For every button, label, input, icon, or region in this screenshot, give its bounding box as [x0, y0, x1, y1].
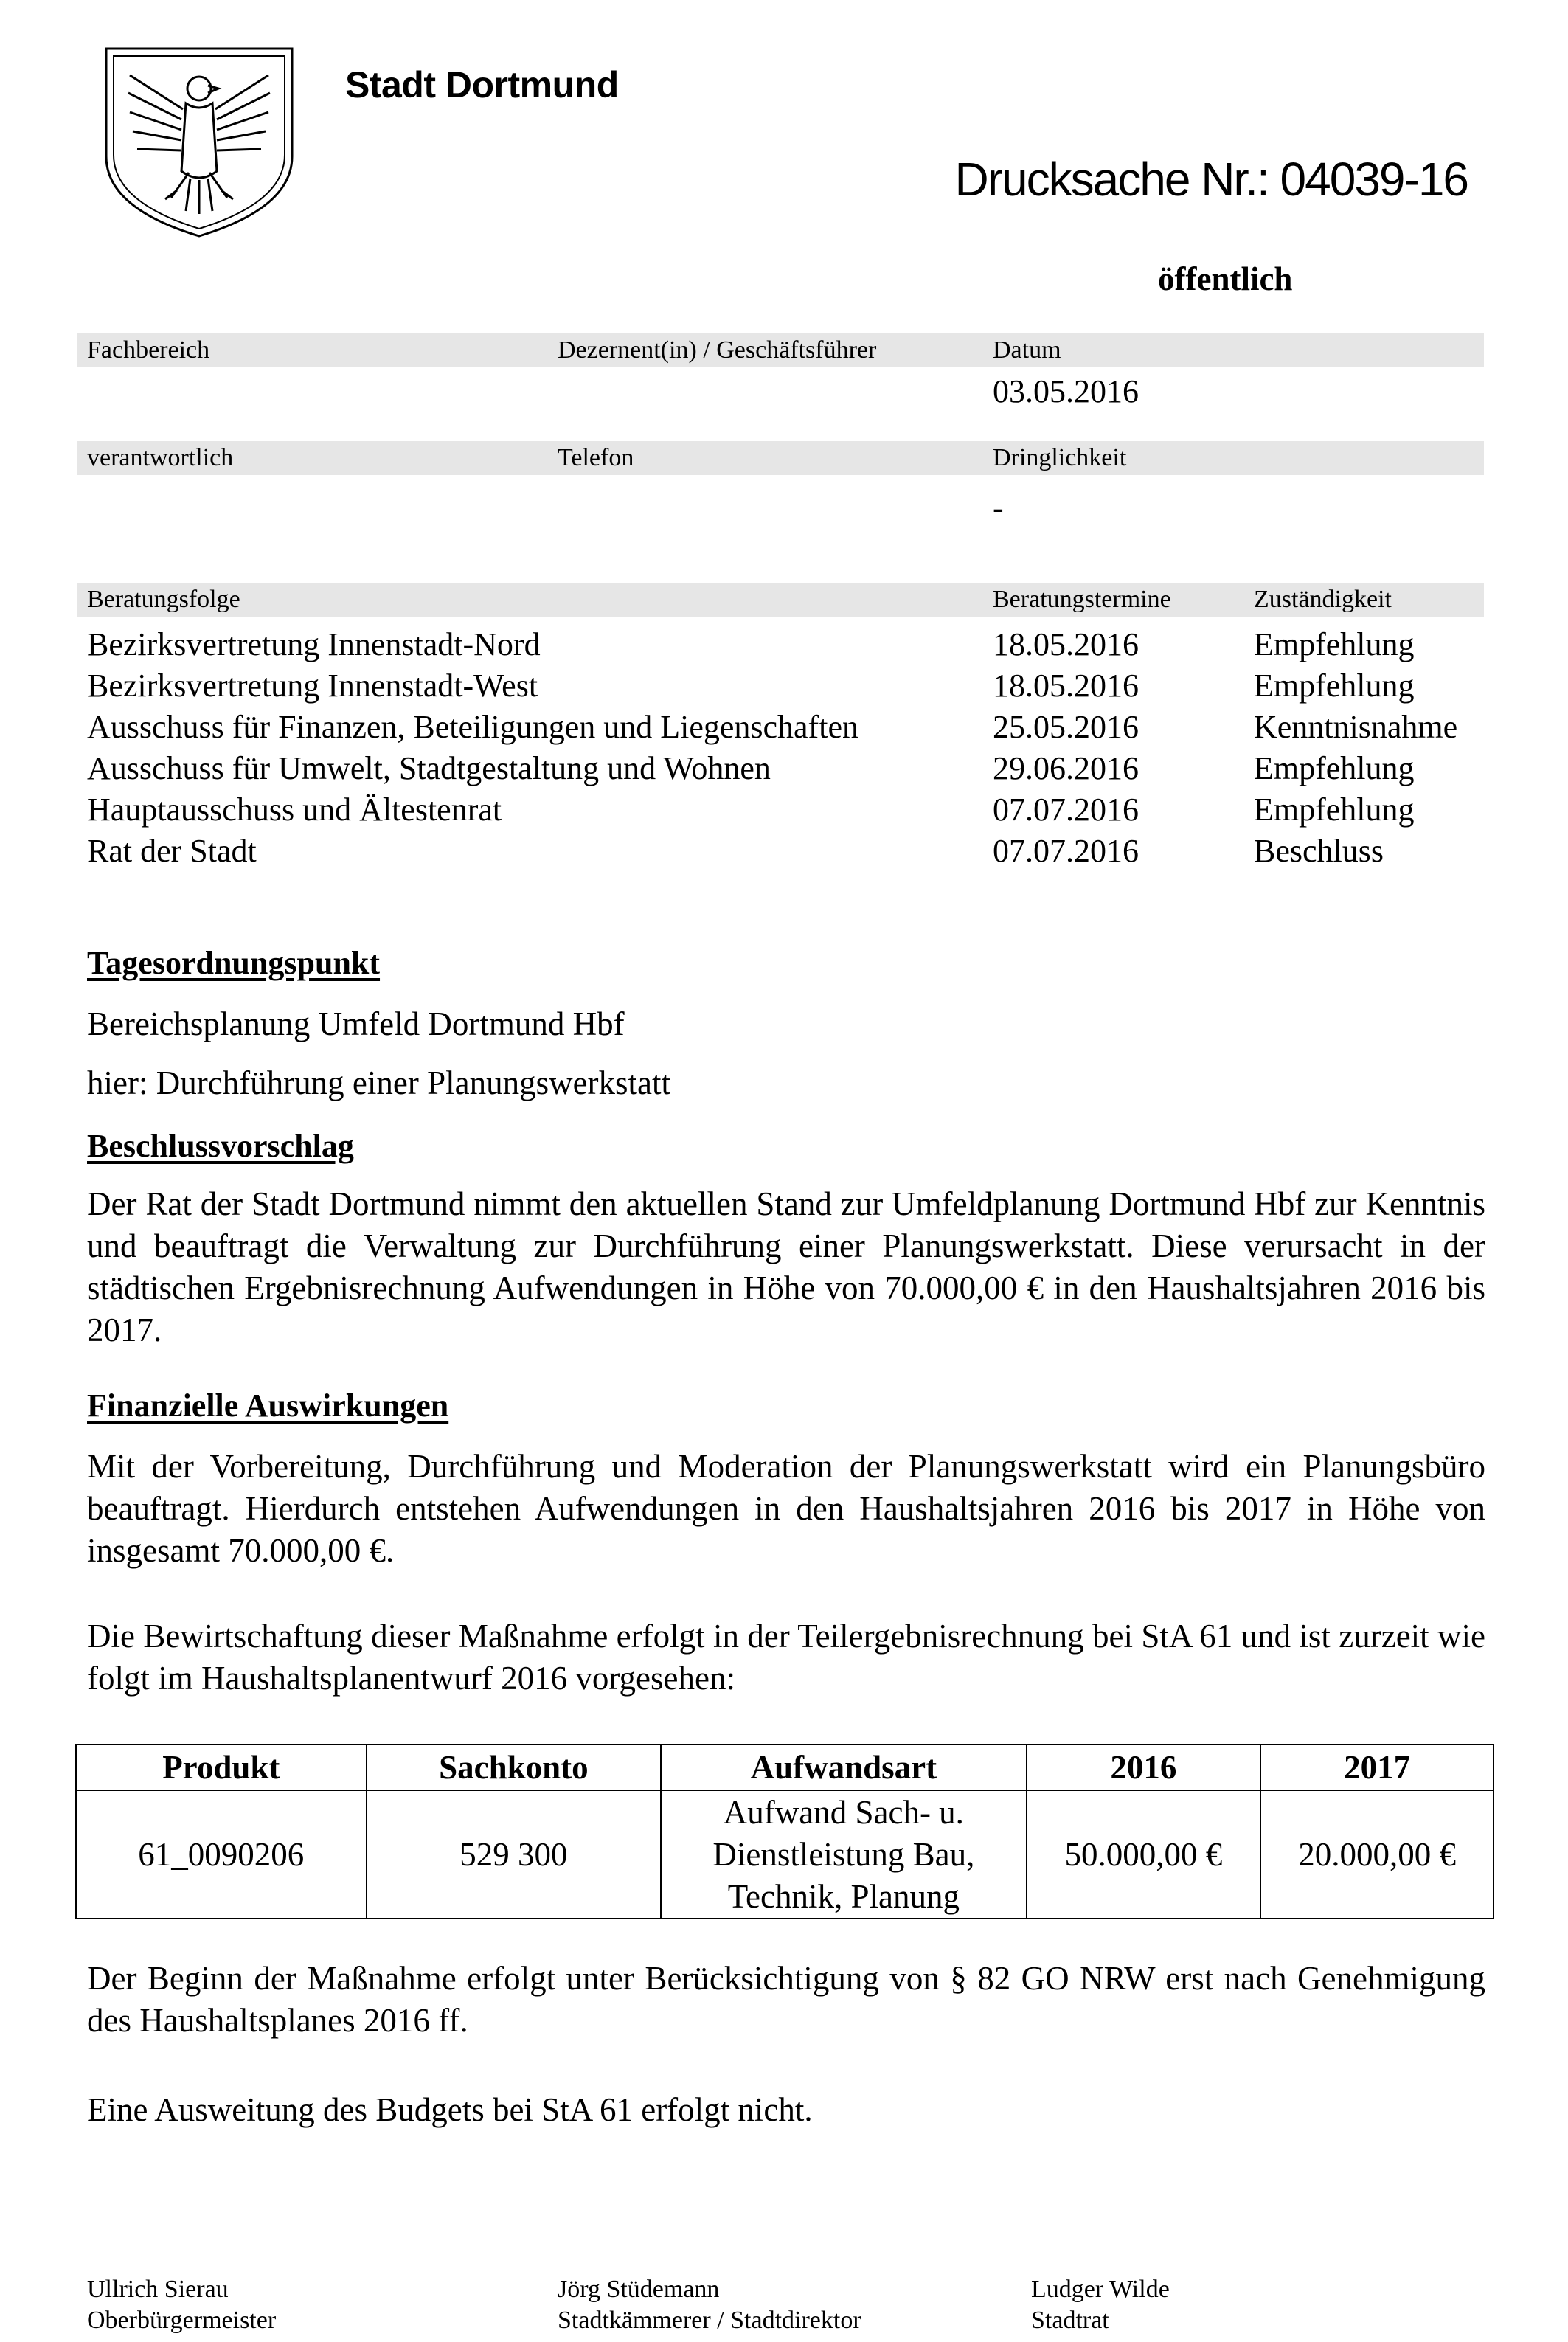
telefon-label: Telefon: [558, 444, 634, 471]
document-number: Drucksache Nr.: 04039-16: [954, 153, 1468, 206]
city-coat-of-arms-logo: [103, 46, 295, 239]
beratung-row: [0, 665, 1568, 707]
verantwortlich-label: verantwortlich: [87, 444, 234, 471]
beratung-date: 18.05.2016: [993, 668, 1139, 704]
finance-text-4: Eine Ausweitung des Budgets bei StA 61 erfolgt nicht.: [87, 2091, 813, 2128]
agenda-item-heading: Tagesordnungspunkt: [87, 945, 381, 981]
beratung-role: Beschluss: [1254, 833, 1384, 869]
organization-name: Stadt Dortmund: [345, 64, 619, 105]
beratung-date: 25.05.2016: [993, 709, 1139, 745]
proposal-heading: Beschlussvorschlag: [87, 1128, 354, 1164]
beratung-role: Kenntnisnahme: [1254, 709, 1458, 745]
beratung-date: 07.07.2016: [993, 833, 1139, 869]
finance-cell-produkt: 61_0090206: [76, 1790, 367, 1919]
dringlichkeit-value: -: [993, 490, 1004, 526]
finance-heading: Finanzielle Auswirkungen: [87, 1387, 449, 1424]
finance-table: [75, 1744, 1494, 1919]
datum-label: Datum: [993, 336, 1061, 364]
signature-name: Ullrich Sierau: [87, 2276, 229, 2303]
beratung-body: Bezirksvertretung Innenstadt-West: [87, 668, 538, 704]
finance-text-1: Mit der Vorbereitung, Durchführung und Moderation der Planungswerkstatt wird ein Planungsbüro beauftragt. Hierdurch entstehen Aufwendungen in den Haushaltsjahren 2016 bis 2017 in Höhe von insgesamt 70.000,00 €.: [87, 1448, 1485, 1569]
finance-cell-2016: 50.000,00 €: [1027, 1790, 1261, 1919]
beratung-date: 07.07.2016: [993, 791, 1139, 828]
signature-name: Jörg Stüdemann: [558, 2276, 720, 2303]
visibility-label: öffentlich: [1158, 260, 1293, 297]
finance-header-sachkonto: Sachkonto: [367, 1745, 662, 1790]
beratungstermine-header: Beratungstermine: [993, 586, 1171, 613]
beratung-body: Hauptausschuss und Ältestenrat: [87, 791, 502, 828]
beratung-body: Bezirksvertretung Innenstadt-Nord: [87, 626, 541, 662]
beratung-role: Empfehlung: [1254, 750, 1415, 786]
beratung-role: Empfehlung: [1254, 668, 1415, 704]
agenda-item-title: Bereichsplanung Umfeld Dortmund Hbf: [87, 1005, 625, 1042]
beratung-role: Empfehlung: [1254, 791, 1415, 828]
finance-cell-aufwandsart: Aufwand Sach- u. Dienstleistung Bau, Technik, Planung: [661, 1790, 1026, 1919]
finance-header-2017: 2017: [1260, 1745, 1494, 1790]
signature-name: Ludger Wilde: [1031, 2276, 1170, 2303]
signature-title: Stadtkämmerer / Stadtdirektor: [558, 2307, 861, 2334]
agenda-item-subtitle: hier: Durchführung einer Planungswerkstatt: [87, 1064, 671, 1101]
dringlichkeit-label: Dringlichkeit: [993, 444, 1127, 471]
beratung-body: Rat der Stadt: [87, 833, 257, 869]
fachbereich-label: Fachbereich: [87, 336, 210, 364]
signature-title: Stadtrat: [1031, 2307, 1109, 2334]
proposal-text: Der Rat der Stadt Dortmund nimmt den aktuellen Stand zur Umfeldplanung Dortmund Hbf zur Kenntnis und beauftragt die Verwaltung zur Durchführung einer Planungswerkstatt. Diese verursacht in der städtischen Ergebnisrechnung Aufwendungen in Höhe von 70.000,00 € in den Haushaltsjahren 2016 bis 2017.: [87, 1185, 1485, 1348]
beratung-date: 18.05.2016: [993, 626, 1139, 662]
finance-header-aufwandsart: Aufwandsart: [661, 1745, 1026, 1790]
finance-text-3: Der Beginn der Maßnahme erfolgt unter Berücksichtigung von § 82 GO NRW erst nach Genehmigung des Haushaltsplanes 2016 ff.: [87, 1960, 1485, 2039]
finance-cell-sachkonto: 529 300: [367, 1790, 662, 1919]
finance-cell-2017: 20.000,00 €: [1260, 1790, 1494, 1919]
beratung-body: Ausschuss für Finanzen, Beteiligungen und Liegenschaften: [87, 709, 858, 745]
beratung-row: [0, 831, 1568, 872]
finance-header-2016: 2016: [1027, 1745, 1261, 1790]
beratung-row: [0, 748, 1568, 789]
datum-value: 03.05.2016: [993, 373, 1139, 409]
finance-text-2: Die Bewirtschaftung dieser Maßnahme erfolgt in der Teilergebnisrechnung bei StA 61 und ist zurzeit wie folgt im Haushaltsplanentwurf 2016 vorgesehen:: [87, 1618, 1485, 1697]
meta-header-band-2: [77, 441, 1484, 475]
beratung-date: 29.06.2016: [993, 750, 1139, 786]
beratung-row: [0, 789, 1568, 831]
table-row: [76, 1790, 1494, 1919]
dezernent-label: Dezernent(in) / Geschäftsführer: [558, 336, 877, 364]
beratung-body: Ausschuss für Umwelt, Stadtgestaltung und Wohnen: [87, 750, 771, 786]
beratung-row: [0, 707, 1568, 748]
beratung-row: [0, 624, 1568, 665]
zustaendigkeit-header: Zuständigkeit: [1254, 586, 1392, 613]
signature-title: Oberbürgermeister: [87, 2307, 277, 2334]
finance-header-produkt: Produkt: [76, 1745, 367, 1790]
beratungsfolge-header: Beratungsfolge: [87, 586, 240, 613]
beratung-role: Empfehlung: [1254, 626, 1415, 662]
